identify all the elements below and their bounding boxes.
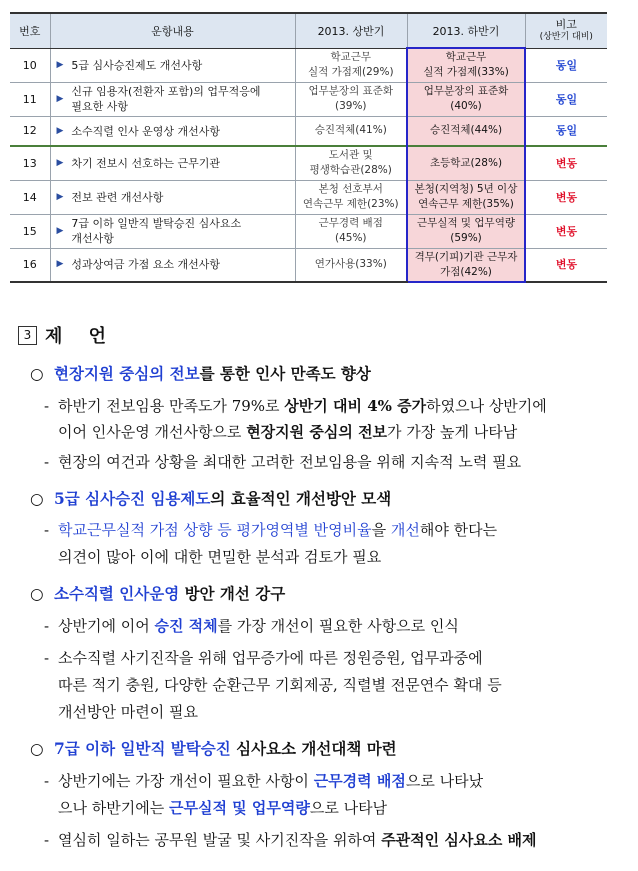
cell-number: 13 — [10, 146, 50, 180]
text-blue: 승진 적체 — [154, 617, 218, 635]
cell-item — [50, 116, 295, 146]
cell-item — [50, 48, 295, 82]
cell-line: 7급 이하 일반직 발탁승진 심사요소 — [71, 217, 242, 230]
cell-item — [50, 248, 295, 282]
cell-line: 승진적체(44%) — [429, 124, 503, 137]
cell-line: 성과상여금 가점 요소 개선사항 — [71, 258, 221, 272]
triangle-bullet-icon: ▶ — [56, 59, 64, 70]
cell-line: 신규 임용자(전환자 포함)의 업무적응에 — [71, 85, 261, 98]
header-number: 번호 — [10, 13, 50, 48]
cell-line: 업무분장의 표준화 — [423, 85, 509, 97]
section-number: 3 — [18, 326, 37, 345]
bullet-2-highlight: 5급 심사승진 임용제도 — [54, 489, 211, 508]
cell-number: 10 — [10, 48, 50, 82]
cell-line: 연속근무 제한(23%) — [302, 198, 399, 210]
bullet-3-text: 방안 개선 강구 — [179, 584, 286, 603]
bullet-4 — [30, 737, 397, 759]
table-row — [10, 248, 607, 282]
text: 하였으나 상반기에 — [426, 397, 547, 415]
cell-line: 전보 관련 개선사항 — [71, 190, 164, 204]
cell-second-half — [407, 116, 525, 146]
table-row — [10, 48, 607, 82]
cell-line: 격무(기피)기관 근무자 — [414, 250, 518, 263]
cell-first-half — [295, 82, 407, 116]
cell-note: 동일 — [525, 48, 607, 82]
triangle-bullet-icon: ▶ — [56, 191, 64, 202]
cell-line: 연가사용(33%) — [314, 258, 387, 270]
cell-note: 변동 — [525, 214, 607, 248]
text: 따른 적기 충원, 다양한 순환근무 기회제공, 직렬별 전문연수 확대 등 — [58, 676, 502, 694]
table-row — [10, 146, 607, 180]
cell-line: (45%) — [334, 232, 367, 244]
cell-first-half — [295, 180, 407, 214]
cell-line: 소수직렬 인사 운영상 개선사항 — [71, 124, 221, 138]
cell-line: 평생학습관(28%) — [309, 164, 392, 177]
section-title: 제 언 — [45, 326, 117, 347]
cell-note: 동일 — [525, 116, 607, 146]
bullet-2 — [30, 487, 391, 509]
bullet-4-highlight: 7급 이하 일반직 발탁승진 — [54, 739, 231, 758]
cell-line: (40%) — [450, 100, 482, 112]
bullet-circle: ○ — [30, 365, 44, 383]
triangle-bullet-icon: ▶ — [56, 93, 64, 104]
cell-line: 5급 심사승진제도 개선사항 — [71, 58, 203, 72]
bullet-1-highlight: 현장지원 중심의 전보 — [54, 364, 200, 383]
dash: - — [44, 772, 50, 790]
cell-second-half — [407, 48, 525, 82]
cell-number: 14 — [10, 180, 50, 214]
cell-item-label — [71, 190, 163, 205]
cell-second-half — [407, 146, 525, 180]
text: 소수직렬 사기진작을 위해 업무증가에 따른 정원증원, 업무과중에 — [58, 649, 483, 667]
triangle-bullet-icon: ▶ — [56, 259, 64, 270]
cell-note: 변동 — [525, 180, 607, 214]
text-blue: 근무실적 및 업무역량 — [168, 799, 310, 817]
cell-line: 초등학교(28%) — [429, 156, 503, 169]
bullet-4-sub-1-cont — [58, 797, 387, 818]
section-heading — [18, 322, 116, 348]
cell-number: 12 — [10, 116, 50, 146]
header-note-sub: (상반기 대비) — [539, 31, 593, 42]
cell-line: 차기 전보시 선호하는 근무기관 — [71, 157, 221, 170]
cell-line: 도서관 및 — [328, 149, 373, 162]
text: 상반기에는 가장 개선이 필요한 사항이 — [58, 772, 314, 790]
cell-line: (39%) — [334, 100, 367, 112]
header-item: 운항내용 — [50, 13, 295, 48]
survey-comparison-table — [10, 12, 607, 283]
cell-line: 실적 가점제(29%) — [307, 66, 394, 78]
text-bold: 상반기 대비 4% 증가 — [284, 397, 427, 415]
bullet-circle: ○ — [30, 740, 44, 758]
cell-item-label — [71, 84, 260, 114]
header-note — [525, 13, 607, 48]
cell-first-half — [295, 214, 407, 248]
bullet-3-sub-2-cont2 — [58, 701, 198, 722]
bullet-3-sub-2 — [44, 647, 483, 668]
cell-line: 본청(지역청) 5년 이상 — [414, 183, 518, 195]
table-row — [10, 116, 607, 146]
header-note-label: 비고 — [555, 17, 577, 31]
text: 상반기에 이어 — [58, 617, 155, 635]
text: 으로 나타났 — [405, 772, 484, 790]
bullet-circle: ○ — [30, 490, 44, 508]
text-blue: 개선 — [390, 521, 420, 539]
bullet-1 — [30, 362, 371, 384]
cell-line: 필요한 사항 — [71, 100, 129, 113]
header-second-half: 2013. 하반기 — [407, 13, 525, 48]
cell-line: 업무분장의 표준화 — [308, 85, 393, 97]
bullet-4-sub-2 — [44, 829, 537, 850]
cell-item-label — [71, 257, 220, 272]
cell-second-half — [407, 248, 525, 282]
text-bold: 현장지원 중심의 전보 — [246, 423, 388, 441]
bullet-2-sub-1-cont — [58, 546, 381, 567]
cell-second-half — [407, 82, 525, 116]
triangle-bullet-icon: ▶ — [56, 225, 64, 236]
dash: - — [44, 617, 50, 635]
bullet-4-text: 심사요소 개선대책 마련 — [230, 739, 397, 758]
triangle-bullet-icon: ▶ — [56, 125, 64, 136]
cell-first-half — [295, 116, 407, 146]
cell-note: 변동 — [525, 146, 607, 180]
bullet-3-highlight: 소수직렬 인사운영 — [54, 584, 180, 603]
bullet-1-text: 를 통한 인사 만족도 향상 — [199, 364, 371, 383]
cell-line: 근무경력 배점 — [318, 217, 383, 229]
cell-line: 가점(42%) — [440, 265, 492, 278]
cell-item — [50, 82, 295, 116]
text: 으나 하반기에는 — [58, 799, 169, 817]
text-blue: 학교근무실적 가점 상향 등 평가영역별 반영비율 — [58, 521, 372, 539]
bullet-3-sub-2-cont — [58, 674, 502, 695]
cell-item — [50, 180, 295, 214]
cell-line: (59%) — [450, 232, 482, 244]
text: 를 가장 개선이 필요한 사항으로 인식 — [217, 617, 459, 635]
bullet-3 — [30, 582, 285, 604]
dash: - — [44, 521, 50, 539]
text: 해야 한다는 — [419, 521, 498, 539]
cell-line: 연속근무 제한(35%) — [418, 198, 514, 210]
text: 현장의 여건과 상황을 최대한 고려한 전보임용을 위해 지속적 노력 필요 — [58, 453, 522, 471]
cell-line: 승진적체(41%) — [314, 124, 387, 137]
dash: - — [44, 831, 50, 849]
triangle-bullet-icon: ▶ — [56, 158, 64, 168]
cell-second-half — [407, 214, 525, 248]
table-row — [10, 82, 607, 116]
bullet-2-text: 의 효율적인 개선방안 모색 — [210, 489, 392, 508]
bullet-1-sub-1-cont — [58, 421, 517, 442]
cell-item-label — [71, 156, 220, 171]
dash: - — [44, 453, 50, 471]
text: 가 가장 높게 나타남 — [387, 423, 518, 441]
cell-number: 11 — [10, 82, 50, 116]
cell-line: 개선사항 — [71, 232, 114, 245]
text: 을 — [371, 521, 391, 539]
table-row — [10, 180, 607, 214]
bullet-2-sub-1 — [44, 519, 497, 540]
bullet-3-sub-1 — [44, 615, 459, 636]
cell-first-half — [295, 146, 407, 180]
header-first-half: 2013. 상반기 — [295, 13, 407, 48]
text: 열심히 일하는 공무원 발굴 및 사기진작을 위하여 — [58, 831, 382, 849]
cell-line: 실적 가점제(33%) — [423, 66, 509, 79]
text: 이어 인사운영 개선사항으로 — [58, 423, 247, 441]
dash: - — [44, 397, 50, 415]
cell-first-half — [295, 48, 407, 82]
text-blue: 근무경력 배점 — [313, 772, 406, 790]
cell-line: 근무실적 및 업무역량 — [417, 217, 515, 229]
text: 개선방안 마련이 필요 — [58, 703, 198, 721]
text: 하반기 전보임용 만족도가 79%로 — [58, 397, 285, 415]
cell-line: 학교근무 — [445, 51, 487, 64]
cell-note: 변동 — [525, 248, 607, 282]
dash: - — [44, 649, 50, 667]
cell-item-label — [71, 216, 241, 246]
cell-item — [50, 146, 295, 180]
cell-line: 학교근무 — [330, 51, 372, 63]
bullet-4-sub-1 — [44, 770, 483, 791]
bullet-1-sub-1 — [44, 395, 547, 416]
text: 으로 나타남 — [309, 799, 388, 817]
cell-number: 15 — [10, 214, 50, 248]
cell-item — [50, 214, 295, 248]
bullet-1-sub-2 — [44, 451, 521, 472]
text: 의견이 많아 이에 대한 면밀한 분석과 검토가 필요 — [58, 548, 382, 566]
table-row — [10, 214, 607, 248]
cell-item-label — [71, 124, 220, 139]
text-bold: 주관적인 심사요소 배제 — [381, 831, 537, 849]
bullet-circle: ○ — [30, 585, 44, 603]
cell-line: 본청 선호부서 — [318, 183, 383, 195]
cell-first-half — [295, 248, 407, 282]
cell-item-label — [71, 58, 202, 73]
cell-second-half — [407, 180, 525, 214]
cell-note: 동일 — [525, 82, 607, 116]
cell-number: 16 — [10, 248, 50, 282]
